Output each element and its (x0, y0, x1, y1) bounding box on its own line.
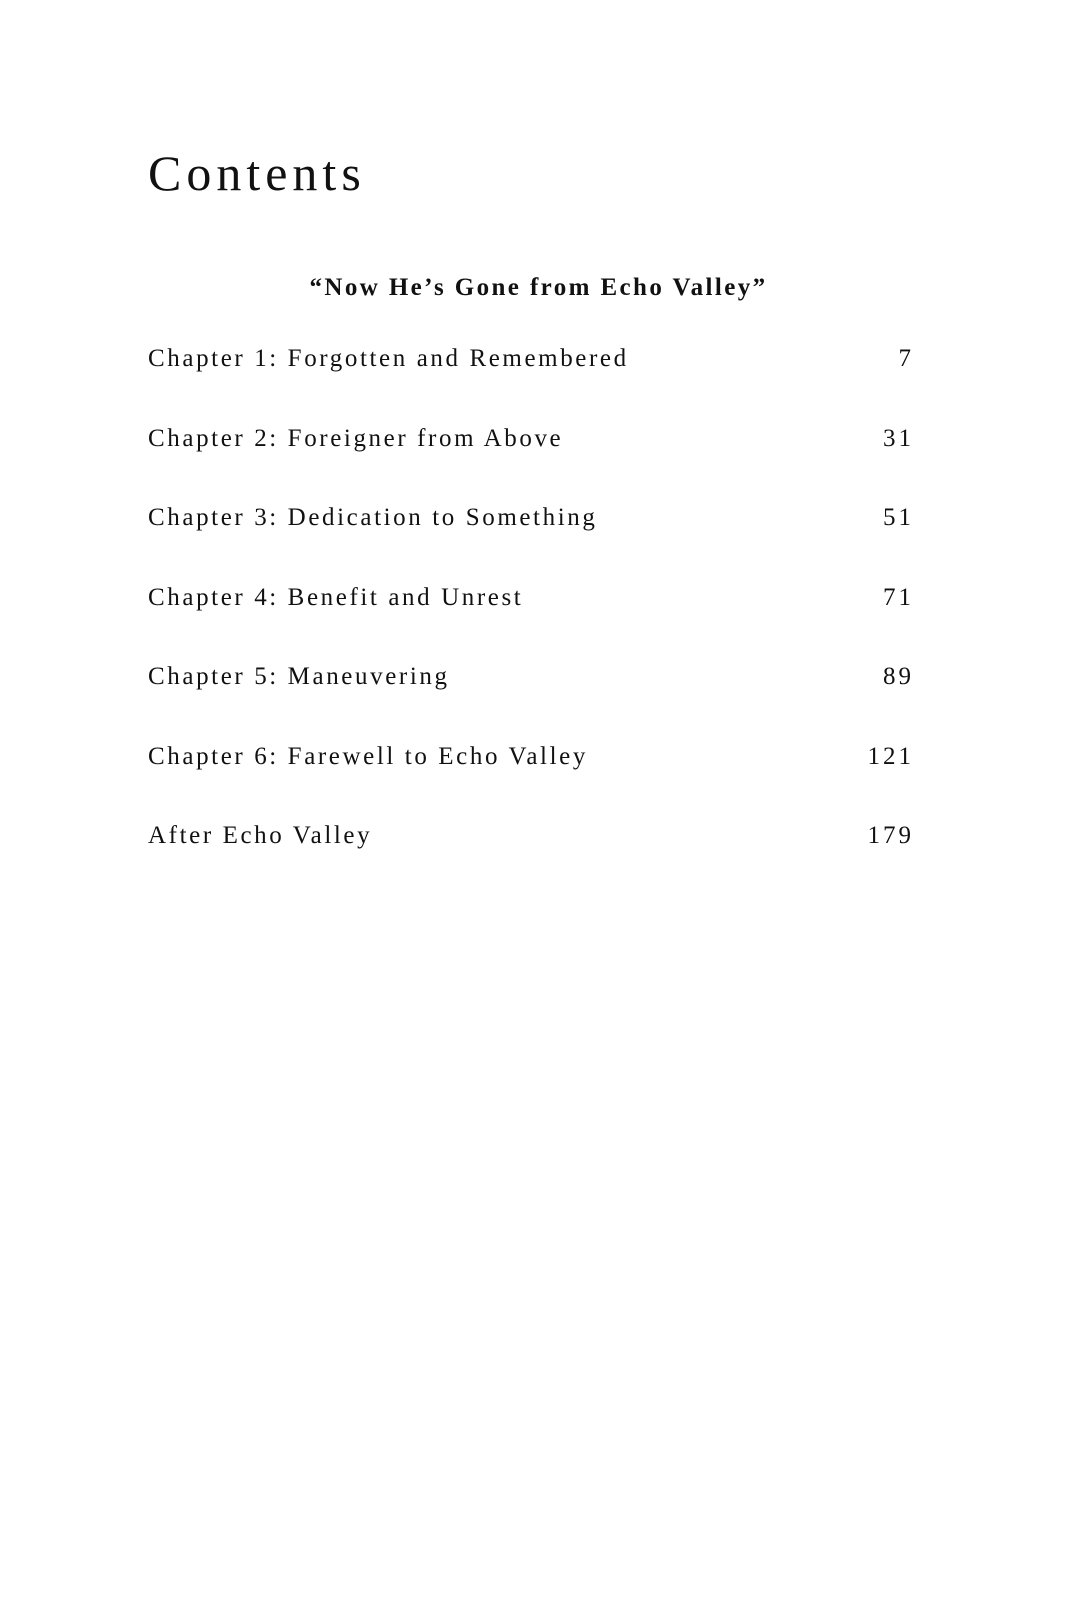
toc-entry-title: Chapter 6: Farewell to Echo Valley (148, 742, 588, 770)
toc-entry[interactable] (148, 585, 914, 665)
toc-entry[interactable] (148, 426, 914, 506)
toc-entry[interactable] (148, 744, 914, 824)
toc-entry-title: After Echo Valley (148, 822, 373, 849)
toc-entry[interactable] (148, 346, 914, 426)
toc-entry-title: Chapter 3: Dedication to Something (148, 504, 598, 531)
toc-entry-page-number: 121 (867, 742, 914, 770)
toc-entry-page-number: 179 (867, 822, 914, 849)
table-of-contents (148, 346, 914, 903)
toc-entry[interactable] (148, 664, 914, 744)
toc-entry[interactable] (148, 823, 914, 903)
toc-entry-page-number: 71 (883, 583, 914, 611)
page-title: Contents (148, 145, 366, 201)
toc-entry-page-number: 31 (883, 424, 914, 452)
toc-entry-page-number: 51 (883, 504, 914, 531)
toc-entry-page-number: 89 (883, 663, 914, 690)
toc-entry-title: Chapter 1: Forgotten and Remembered (148, 345, 629, 372)
toc-entry-title: Chapter 5: Maneuvering (148, 663, 450, 690)
toc-entry[interactable] (148, 505, 914, 585)
toc-entry-title: Chapter 2: Foreigner from Above (148, 424, 564, 452)
toc-entry-title: Chapter 4: Benefit and Unrest (148, 583, 524, 611)
toc-entry-page-number: 7 (898, 345, 914, 372)
section-title: “Now He’s Gone from Echo Valley” (309, 274, 768, 301)
